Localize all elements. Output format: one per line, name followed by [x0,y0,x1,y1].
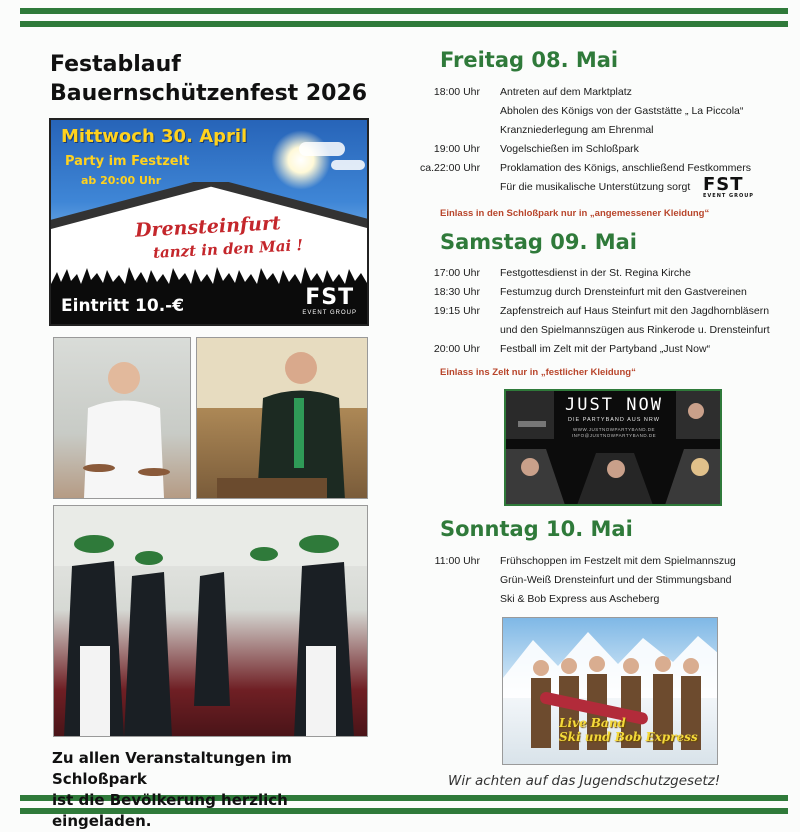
invitation-text [52,748,382,832]
cloud-graphic [331,160,365,170]
poster-party: Party im Festzelt [65,154,190,169]
ski-band-label: Live Band Ski und Bob Express [559,716,698,744]
poster-entry: Eintritt 10.-€ [61,296,185,316]
photo-king-plates [53,337,191,499]
band-name: JUST NOW [565,395,663,415]
saturday-dress-note: Einlass ins Zelt nur in „festlicher Kleidung“ [440,367,636,378]
friday-dress-note: Einlass in den Schloßpark nur in „angemessener Kleidung“ [440,208,710,219]
title-line-2: Bauernschützenfest 2026 [50,81,368,106]
title-line-1: Festablauf [50,52,181,77]
invite-line-2: ist die Bevölkerung herzlich eingeladen. [52,791,288,830]
fst-logo-inline: FST EVENT GROUP [703,174,754,199]
page-title [50,50,390,108]
top-stripe-1 [20,8,788,14]
youth-protection-note: Wir achten auf das Jugendschutzgesetz! [448,773,721,789]
sun-graphic [271,130,331,190]
saturday-heading: Samstag 09. Mai [440,230,638,254]
poster-date: Mittwoch 30. April [61,126,248,147]
just-now-band-banner [504,389,722,506]
schedule-row: und den Spielmannszügen aus Rinkerode u. Drensteinfurt [500,324,770,336]
ski-bob-express-photo [502,617,718,765]
schedule-row: Ski & Bob Express aus Ascheberg [500,593,660,605]
top-stripe-2 [20,21,788,27]
poster-time: ab 20:00 Uhr [81,174,162,187]
schedule-row: Für die musikalische Unterstützung sorgt [500,181,691,193]
cloud-graphic [299,142,345,156]
photo-marksmen [53,505,368,737]
schedule-row: Kranzniederlegung am Ehrenmal [500,124,654,136]
schedule-row: Grün-Weiß Drensteinfurt und der Stimmungsband [500,574,732,586]
poster-slogan-2: tanzt in den Mai ! [152,236,304,262]
band-subtitle: DIE PARTYBAND AUS NRW [568,417,660,423]
schedule-row: Abholen des Königs von der Gaststätte „ La Piccola“ [500,105,744,117]
party-poster [49,118,369,326]
poster-slogan-1: Drensteinfurt [134,212,282,242]
sunday-heading: Sonntag 10. Mai [440,517,633,541]
photo-speaker [196,337,368,499]
friday-heading: Freitag 08. Mai [440,48,619,72]
invite-line-1: Zu allen Veranstaltungen im Schloßpark [52,749,292,788]
band-contact: WWW.JUSTNOWPARTYBAND.DE INFO@JUSTNOWPARTYBAND.DE [571,427,657,438]
fst-logo: FST EVENT GROUP [302,285,357,316]
